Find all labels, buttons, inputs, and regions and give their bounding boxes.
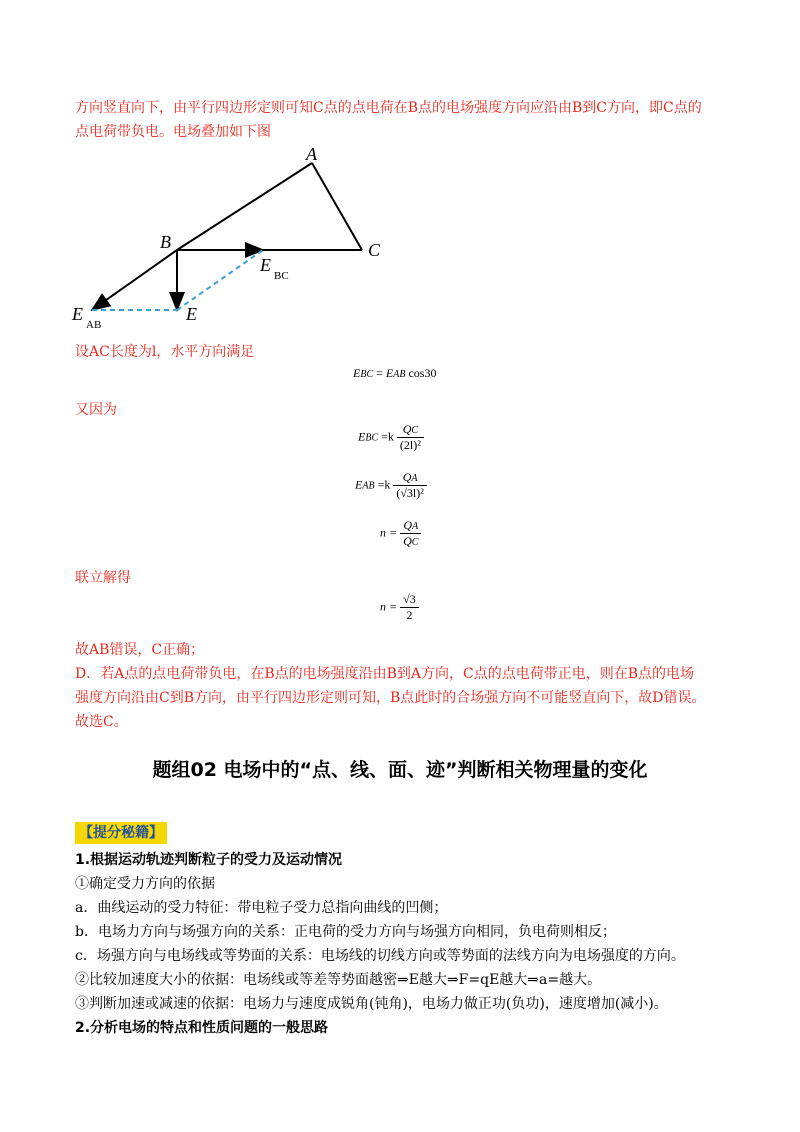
intro-line-2: 点电荷带负电。电场叠加如下图 [75,124,271,140]
conclusion-line: 故AB错误，C正确； [75,642,205,658]
label-A: A [306,144,317,164]
dashed-E-EBC [177,250,263,310]
set-line: 设AC长度为l，水平方向满足 [75,344,255,360]
section-1-item-3: ③判断加速或减速的依据：电场力与速度成锐角(钝角)，电场力做正功(负功)，速度增加(减小)。 [75,996,668,1012]
equation-5: n = $\frac{√3}{2}$ [380,592,419,623]
line-BA [177,163,312,250]
option-d-line-1: D．若A点的点电荷带负电，在B点的电场强度沿由B到A方向，C点的点电荷带正电，则在B点的电场 [75,666,695,682]
section-heading: 题组02 电场中的“点、线、面、迹”判断相关物理量的变化 [152,759,648,781]
equation-1: EBC = EAB cos30 [353,366,437,380]
section-1-item-2: ②比较加速度大小的依据：电场线或等差等势面越密⇒E越大⇒F=qE越大⇒a=越大。 [75,972,602,988]
label-E: E [186,304,197,324]
label-EAB-sub: AB [86,319,102,331]
equation-4: n = $\frac{QA}{QC}$ [380,518,421,549]
section-1-title: 1.根据运动轨迹判断粒子的受力及运动情况 [75,852,343,868]
section-1-item-a: a．曲线运动的受力特征：带电粒子受力总指向曲线的凹侧； [75,900,448,916]
tips-tag: 【提分秘籍】 [75,822,167,844]
label-EBC-sub: BC [274,270,289,282]
arrow-EAB [92,250,177,310]
because-line: 又因为 [75,402,117,418]
label-EBC: E [260,255,271,275]
answer-line: 故选C。 [75,714,128,730]
option-d-line-2: 强度方向沿由C到B方向，由平行四边形定则可知，B点此时的合场强方向不可能竖直向下，故D错误。 [75,690,706,706]
equation-2: EBC =k $\frac{QC}{\text{(2l)²}}$ [358,422,424,453]
line-AC [312,163,362,250]
solve-line: 联立解得 [75,570,131,586]
section-1-item-1: ①确定受力方向的依据 [75,876,215,892]
field-superposition-diagram [60,140,400,340]
section-2-title: 2.分析电场的特点和性质问题的一般思路 [75,1020,329,1036]
equation-3: EAB =k $\frac{QA}{\text{(√3l)²}}$ [355,470,427,501]
label-EAB: E [72,304,83,324]
section-1-item-c: c．场强方向与电场线或等势面的关系：电场线的切线方向或等势面的法线方向为电场强度的方向。 [75,948,685,964]
section-1-item-b: b．电场力方向与场强方向的关系：正电荷的受力方向与场强方向相同，负电荷则相反； [75,924,616,940]
intro-line-1: 方向竖直向下，由平行四边形定则可知C点的点电荷在B点的电场强度方向应沿由B到C方向，即C点的 [75,100,702,116]
label-C: C [368,240,381,260]
label-B: B [160,232,171,252]
